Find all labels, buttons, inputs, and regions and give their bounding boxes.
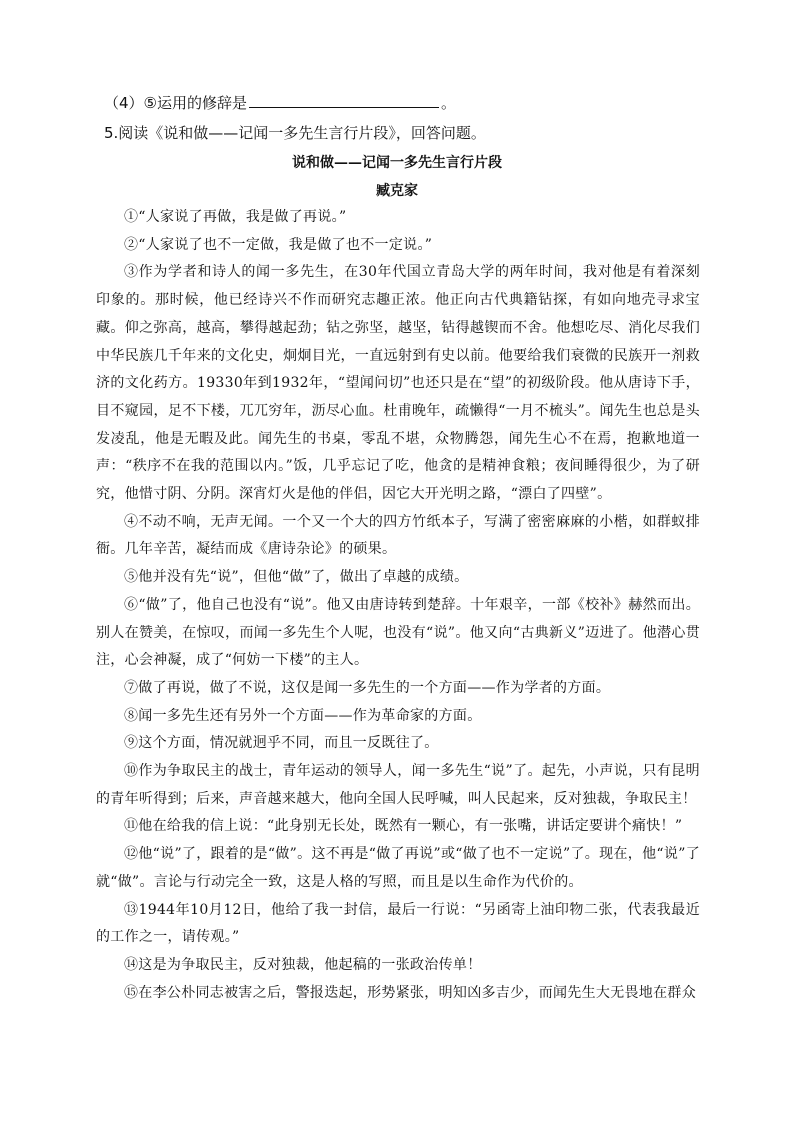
paragraph-15: ⑮在李公朴同志被害之后，警报迭起，形势紧张，明知凶多吉少，而闻先生大无畏地在群众 [124, 984, 696, 1001]
paragraph-11: ⑪他在给我的信上说：“此身别无长处，既然有一颗心，有一张嘴，讲话定要讲个痛快！” [124, 818, 683, 835]
paragraph-13: ⑬1944年10月12日，他给了我一封信，最后一行说：“另函寄上油印物二张，代表我最近的工作之一，请传观。” [96, 901, 700, 946]
question-4-suffix: 。 [441, 94, 457, 112]
article-body [96, 204, 700, 1007]
paragraph-3: ③作为学者和诗人的闻一多先生，在30年代国立青岛大学的两年时间，我对他是有着深刻印象的。那时候，他已经诗兴不作而研究志趣正浓。他正向古代典籍钻探，有如向地壳寻求宝藏。仰之弥高，越高，攀得越起劲；钻之弥坚，越坚，钻得越锲而不舍。他想吃尽、消化尽我们中华民族几千年来的文化史，炯炯目光，一直远射到有史以前。他要给我们衰微的民族开一剂救济的文化药方。19330年到1932年，“望闻问切”也还只是在“望”的初级阶段。他从唐诗下手，目不窥园，足不下楼，兀兀穷年，沥尽心血。杜甫晚年，疏懒得“一月不梳头”。闻先生也总是头发凌乱，他是无暇及此。闻先生的书桌，零乱不堪，众物腾怨，闻先生心不在焉，抱歉地道一声：“秩序不在我的范围以内。”饭，几乎忘记了吃，他贪的是精神食粮；夜间睡得很少，为了研究，他惜寸阴、分阴。深宵灯火是他的伴侣，因它大开光明之路，“漂白了四壁”。 [96, 264, 700, 503]
paragraph-2: ②“人家说了也不一定做，我是做了也不一定说。” [124, 236, 433, 253]
paragraph-4: ④不动不响，无声无闻。一个又一个大的四方竹纸本子，写满了密密麻麻的小楷，如群蚁排衙。几年辛苦，凝结而成《唐诗杂论》的硕果。 [96, 513, 700, 558]
question-4 [104, 92, 456, 113]
paragraph-12: ⑫他“说”了，跟着的是“做”。这不再是“做了再说”或“做了也不一定说”了。现在，他“说”了就“做”。言论与行动完全一致，这是人格的写照，而且是以生命作为代价的。 [96, 846, 700, 890]
paragraph-8: ⑧闻一多先生还有另外一个方面——作为革命家的方面。 [124, 707, 482, 724]
question-4-prefix: （4）⑤运用的修辞是 [104, 94, 247, 112]
paragraph-7: ⑦做了再说，做了不说，这仅是闻一多先生的一个方面——作为学者的方面。 [124, 679, 611, 696]
paragraph-5: ⑤他并没有先“说”，但他“做”了，做出了卓越的成绩。 [124, 569, 469, 586]
answer-blank [249, 93, 439, 108]
paragraph-10: ⑩作为争取民主的战士，青年运动的领导人，闻一多先生“说”了。起先，小声说，只有昆明的青年听得到；后来，声音越来越大，他向全国人民呼喊，叫人民起来，反对独裁，争取民主！ [96, 763, 700, 807]
article-title: 说和做——记闻一多先生言行片段 [292, 155, 502, 171]
paragraph-14: ⑭这是为争取民主，反对独裁，他起稿的一张政治传单！ [124, 956, 482, 973]
question-5: 5.阅读《说和做——记闻一多先生言行片段》，回答问题。 [104, 124, 486, 142]
paragraph-1: ①“人家说了再做，我是做了再说。” [124, 209, 347, 225]
paragraph-6: ⑥“做”了，他自己也没有“说”。他又由唐诗转到楚辞。十年艰辛，一部《校补》赫然而出。别人在赞美，在惊叹，而闻一多先生个人呢，也没有“说”。他又向“古典新义”迈进了。他潜心贯注，心会神凝，成了“何妨一下楼”的主人。 [96, 596, 700, 669]
article-author: 臧克家 [376, 183, 418, 199]
paragraph-9: ⑨这个方面，情况就迥乎不同，而且一反既往了。 [124, 735, 439, 752]
